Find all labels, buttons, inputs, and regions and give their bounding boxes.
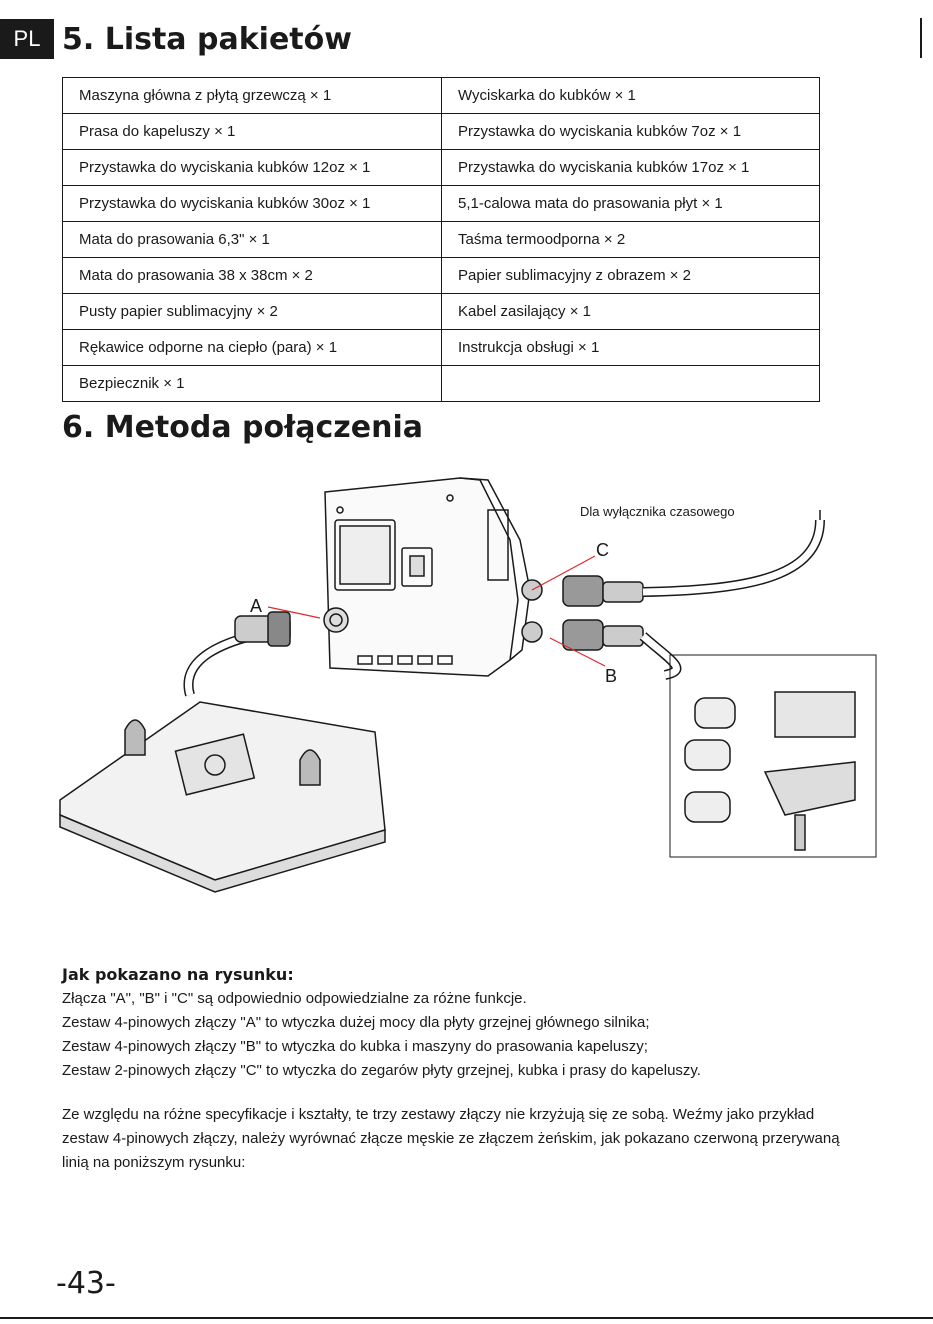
table-cell: Bezpiecznik × 1 (63, 366, 442, 402)
table-cell: Instrukcja obsługi × 1 (442, 330, 820, 366)
table-cell: Maszyna główna z płytą grzewczą × 1 (63, 78, 442, 114)
explanation-paragraph: Ze względu na różne specyfikacje i kształty, te trzy zestawy złączy nie krzyżują się ze sobą. Weźmy jako przykład zestaw 4-pinowych złączy, należy wyrównać złącze męskie ze złączem żeńskim, jak pokazano czerwoną przerywaną linią na poniższym rysunku: (62, 1106, 840, 1171)
notes-block (62, 963, 862, 1083)
table-row (63, 150, 820, 186)
table-cell: Mata do prasowania 38 x 38cm × 2 (63, 258, 442, 294)
page-number: -43- (56, 1266, 116, 1301)
table-row (63, 258, 820, 294)
mug-attachments (685, 692, 855, 850)
section-5-title: 5. Lista pakietów (62, 22, 352, 57)
control-box (325, 478, 530, 676)
table-row (63, 294, 820, 330)
table-cell: Pusty papier sublimacyjny × 2 (63, 294, 442, 330)
notes-heading: Jak pokazano na rysunku: (62, 965, 294, 984)
language-tab: PL (0, 19, 54, 59)
connector-a-label: A (250, 596, 263, 616)
table-cell (442, 366, 820, 402)
bottom-rule (0, 1317, 933, 1319)
table-row (63, 366, 820, 402)
table-cell: Przystawka do wyciskania kubków 12oz × 1 (63, 150, 442, 186)
table-cell: 5,1-calowa mata do prasowania płyt × 1 (442, 186, 820, 222)
table-cell: Rękawice odporne na ciepło (para) × 1 (63, 330, 442, 366)
section-6-title: 6. Metoda połączenia (62, 410, 423, 445)
heat-plate (60, 702, 385, 892)
table-cell: Przystawka do wyciskania kubków 30oz × 1 (63, 186, 442, 222)
connector-c-label: C (596, 540, 609, 560)
notes-line: Złącza "A", "B" i "C" są odpowiednio odpowiedzialne za różne funkcje. (62, 990, 527, 1007)
notes-line: Zestaw 2-pinowych złączy "C" to wtyczka do zegarów płyty grzejnej, kubka i prasy do kapeluszy. (62, 1062, 701, 1079)
table-cell: Wyciskarka do kubków × 1 (442, 78, 820, 114)
table-row (63, 78, 820, 114)
table-row (63, 330, 820, 366)
connection-diagram (40, 470, 890, 900)
package-list-table (62, 77, 820, 402)
table-row (63, 222, 820, 258)
notes-line: Zestaw 4-pinowych złączy "A" to wtyczka dużej mocy dla płyty grzejnej głównego silnika; (62, 1014, 650, 1031)
table-row (63, 186, 820, 222)
edge-marker (920, 18, 922, 58)
table-cell: Prasa do kapeluszy × 1 (63, 114, 442, 150)
cable-a (188, 612, 290, 695)
table-cell: Taśma termoodporna × 2 (442, 222, 820, 258)
table-row (63, 114, 820, 150)
notes-line: Zestaw 4-pinowych złączy "B" to wtyczka do kubka i maszyny do prasowania kapeluszy; (62, 1038, 648, 1055)
table-cell: Papier sublimacyjny z obrazem × 2 (442, 258, 820, 294)
table-cell: Przystawka do wyciskania kubków 7oz × 1 (442, 114, 820, 150)
connector-b-label: B (605, 666, 618, 686)
cable-b (563, 620, 676, 675)
table-cell: Kabel zasilający × 1 (442, 294, 820, 330)
table-cell: Mata do prasowania 6,3" × 1 (63, 222, 442, 258)
timer-label: Dla wyłącznika czasowego (580, 504, 735, 519)
table-cell: Przystawka do wyciskania kubków 17oz × 1 (442, 150, 820, 186)
